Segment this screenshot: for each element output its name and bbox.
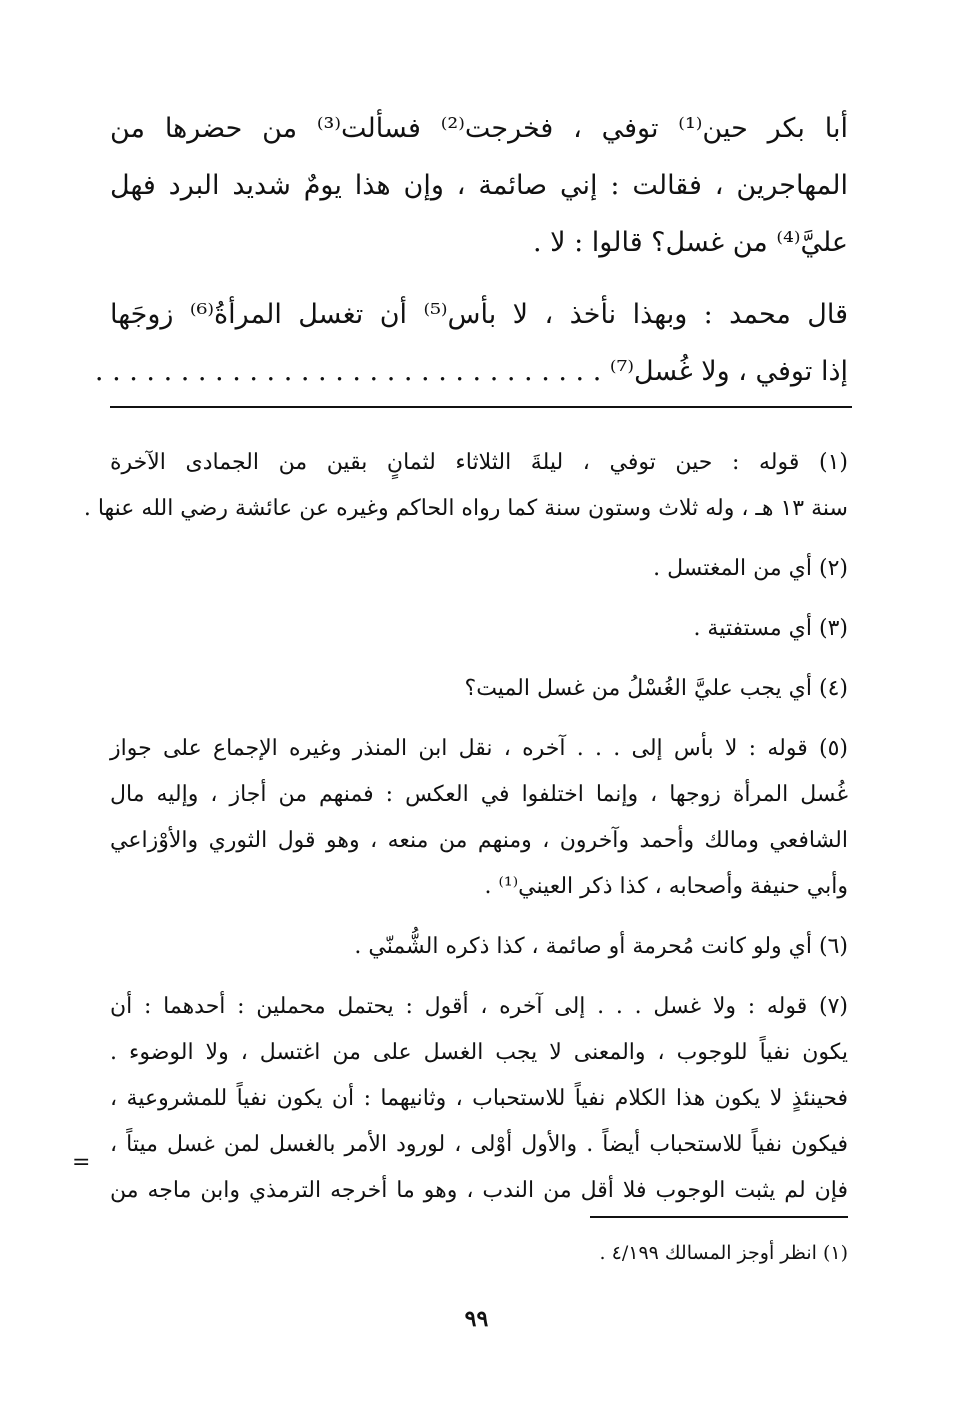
footnote-separator (110, 406, 852, 408)
main-line-1: أبا بكر حين⁽¹⁾ توفي ، فخرجت⁽²⁾ فسألت⁽³⁾ من حضرها من (110, 113, 848, 144)
footnote-5-line-3: الشافعي ومالك وأحمد وآخرون ، ومنهم من منعه ، وهو قول الثوري والأوْزاعي (110, 828, 848, 853)
page-number: ٩٩ (464, 1306, 489, 1332)
footnote-6: (٦) أي ولو كانت مُحرمة أو صائمة ، كذا ذكره الشُّمنّي . (354, 934, 848, 959)
footnote-5-line-4: وأبي حنيفة وأصحابه ، كذا ذكر العيني⁽¹⁾ . (484, 874, 848, 899)
footnote-5-line-1: (٥) قوله : لا بأس إلى . . . آخره ، نقل ابن المنذر وغيره الإجماع على جواز (110, 736, 848, 761)
footnote-2: (٢) أي من المغتسل . (653, 556, 848, 581)
footnote-1-line-1: (١) قوله : حين توفي ، ليلةَ الثلاثاء لثمانٍ بقين من الجمادى الآخرة (110, 450, 848, 475)
footnote-7-line-4: فيكون نفياً للاستحباب أيضاً . والأول أوْلى ، لورود الأمر بالغسل لمن غسل ميتاً ، (110, 1132, 848, 1157)
main-line-3: عليَّ⁽⁴⁾ من غسل؟ قالوا : لا . (532, 227, 848, 258)
main-text (94, 100, 849, 400)
footnote-1-line-2: سنة ١٣ هـ ، وله ثلاث وستون سنة كما رواه الحاكم وغيره عن عائشة رضي الله عنها . (83, 496, 848, 521)
main-line-5: إذا توفي ، ولا غُسل⁽⁷⁾ . . . . . . . . . . . . . . . . . . . . . . . . . . . . . . (94, 356, 848, 387)
footnote-7-line-1: (٧) قوله : ولا غسل . . . إلى آخره ، أقول : يحتمل محملين : أحدهما : أن (110, 994, 848, 1019)
main-line-4: قال محمد : وبهذا نأخذ ، لا بأس⁽⁵⁾ أن تغسل المرأةُ⁽⁶⁾ زوجَها (110, 299, 849, 330)
continuation-mark: = (72, 1150, 91, 1175)
footnote-7-line-2: يكون نفياً للوجوب ، والمعنى لا يجب الغسل على من اغتسل ، ولا الوضوء . (110, 1040, 848, 1065)
footnote-7-line-3: فحينئذٍ لا يكون هذا الكلام نفياً للاستحباب ، وثانيهما : أن يكون نفياً للمشروعية ، (110, 1086, 848, 1111)
footnote-7-line-5: فإن لم يثبت الوجوب فلا أقل من الندب ، وهو ما أخرجه الترمذي وابن ماجه من (110, 1178, 848, 1203)
footnote-5-line-2: غُسل المرأة زوجها ، وإنما اختلفوا في العكس : فمنهم من أجاز ، وإليه مال (110, 782, 848, 807)
main-line-2: المهاجرين ، فقالت : إني صائمة ، وإن هذا يومٌ شديد البرد فهل (110, 170, 848, 201)
sub-footnote: (١) انظر أوجز المسالك ٤/١٩٩ . (599, 1242, 848, 1264)
footnote-4: (٤) أي يجب عليَّ الغُسْلُ من غسل الميت؟ (464, 676, 848, 701)
footnote-3: (٣) أي مستفتية . (693, 616, 848, 641)
footnotes (83, 440, 848, 1214)
sub-footnote-separator (590, 1216, 848, 1218)
